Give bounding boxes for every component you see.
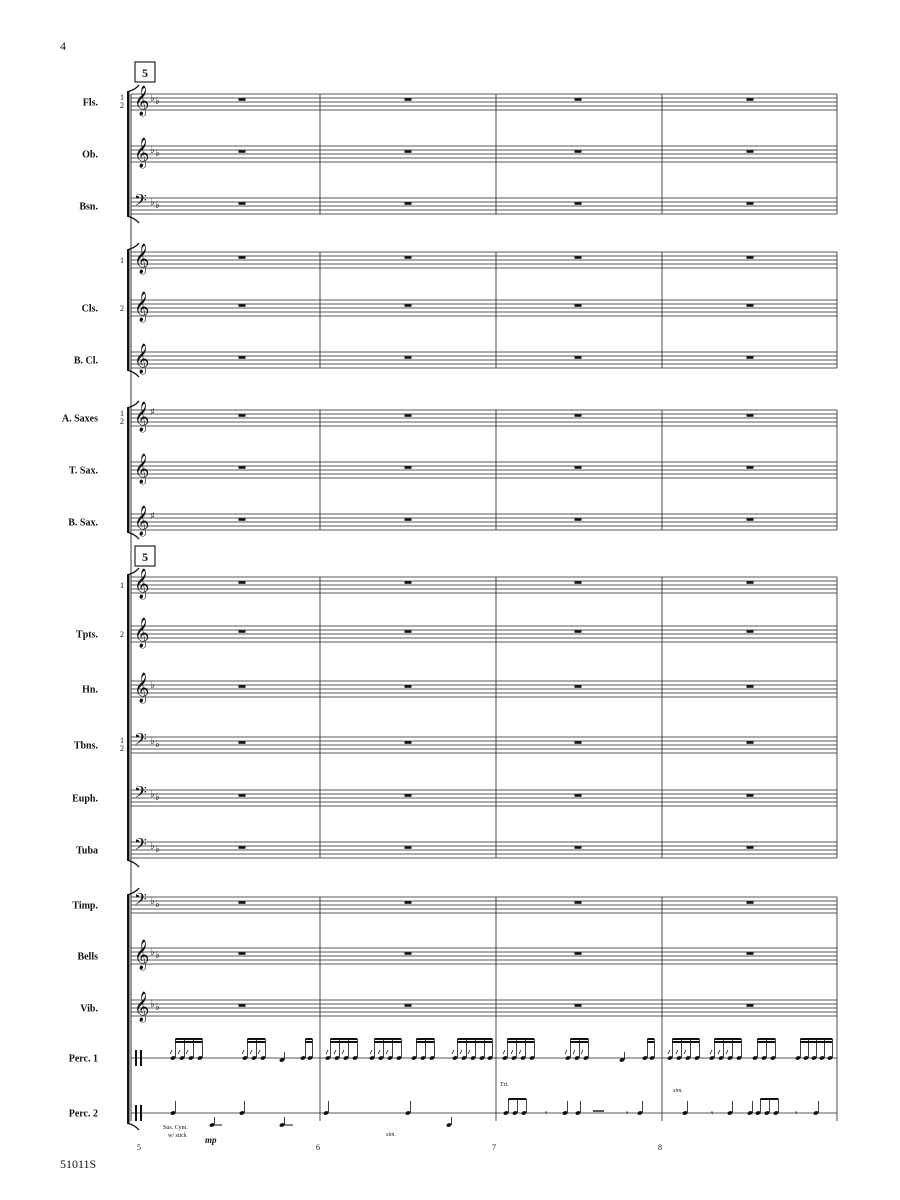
whole-rest-icon xyxy=(239,630,246,633)
part-number: 1 xyxy=(120,409,124,418)
staff xyxy=(76,617,837,649)
staff xyxy=(80,991,837,1023)
whole-rest-icon xyxy=(747,846,754,849)
grace-slash xyxy=(170,1050,172,1054)
whole-rest-icon xyxy=(575,630,582,633)
whole-rest-icon xyxy=(405,630,412,633)
treble-clef-icon: 𝄞 xyxy=(134,244,150,274)
staff xyxy=(120,568,837,600)
grace-slash xyxy=(186,1050,188,1054)
whole-rest-icon xyxy=(405,304,412,307)
sim-label: sim. xyxy=(673,1088,683,1094)
grace-slash xyxy=(452,1050,454,1054)
dynamic-mp: mp xyxy=(205,1135,217,1145)
staff xyxy=(82,291,837,323)
whole-rest-icon xyxy=(239,356,246,359)
page-number: 4 xyxy=(60,39,66,53)
whole-rest-icon xyxy=(575,202,582,205)
bracket-wing xyxy=(127,1123,139,1130)
flat-icon: ♭ xyxy=(155,148,160,159)
bass-clef-icon: 𝄢 xyxy=(134,190,147,214)
staff xyxy=(62,401,837,433)
whole-rest-icon xyxy=(747,1004,754,1007)
instrument-label: Tuba xyxy=(76,845,98,857)
whole-rest-icon xyxy=(405,685,412,688)
whole-rest-icon xyxy=(575,952,582,955)
grace-slash xyxy=(581,1050,583,1054)
staff xyxy=(72,889,837,913)
whole-rest-icon xyxy=(747,794,754,797)
whole-rest-icon xyxy=(575,256,582,259)
grace-slash xyxy=(511,1050,513,1054)
flat-icon: ♭ xyxy=(150,841,155,852)
grace-slash xyxy=(178,1050,180,1054)
whole-rest-icon xyxy=(405,202,412,205)
whole-rest-icon xyxy=(239,685,246,688)
grace-slash xyxy=(370,1050,372,1054)
whole-rest-icon xyxy=(239,98,246,101)
grace-slash xyxy=(726,1050,728,1054)
eighth-rest-icon: 𝄾 xyxy=(626,1109,629,1119)
whole-rest-icon xyxy=(239,518,246,521)
whole-rest-icon xyxy=(405,356,412,359)
part-number: 1 xyxy=(120,736,124,745)
flat-icon: ♭ xyxy=(155,1002,160,1013)
grace-slash xyxy=(573,1050,575,1054)
whole-rest-icon xyxy=(575,304,582,307)
grace-slash xyxy=(460,1050,462,1054)
whole-rest-icon xyxy=(747,952,754,955)
treble-clef-icon: 𝄞 xyxy=(134,454,150,484)
whole-rest-icon xyxy=(575,414,582,417)
sus-cym-label: Sus. Cym. xyxy=(163,1125,188,1131)
flat-icon: ♭ xyxy=(150,789,155,800)
whole-rest-icon xyxy=(747,356,754,359)
sim-label: sim. xyxy=(386,1132,396,1138)
measure-number: 7 xyxy=(492,1143,496,1152)
whole-rest-icon xyxy=(239,304,246,307)
whole-rest-icon xyxy=(747,256,754,259)
whole-rest-icon xyxy=(575,741,582,744)
whole-rest-icon xyxy=(405,414,412,417)
part-number: 1 xyxy=(120,256,124,265)
whole-rest-icon xyxy=(747,414,754,417)
whole-rest-icon xyxy=(747,901,754,904)
rehearsal-mark-brass xyxy=(135,546,155,566)
treble-clef-icon: 𝄞 xyxy=(134,292,150,322)
flat-icon: ♭ xyxy=(150,947,155,958)
whole-rest-icon xyxy=(575,901,582,904)
flat-icon: ♭ xyxy=(155,792,160,803)
whole-rest-icon xyxy=(239,794,246,797)
staff xyxy=(120,243,837,275)
whole-rest-icon xyxy=(239,1004,246,1007)
whole-rest-icon xyxy=(575,518,582,521)
whole-rest-icon xyxy=(575,1004,582,1007)
whole-rest-icon xyxy=(405,466,412,469)
bass-clef-icon: 𝄢 xyxy=(134,782,147,806)
whole-rest-icon xyxy=(405,256,412,259)
catalog-code: 51011S xyxy=(60,1157,97,1171)
whole-rest-icon xyxy=(239,741,246,744)
whole-rest-icon xyxy=(747,150,754,153)
treble-clef-icon: 𝄞 xyxy=(134,344,150,374)
whole-rest-icon xyxy=(239,581,246,584)
whole-rest-icon xyxy=(239,901,246,904)
staff xyxy=(83,85,837,117)
treble-clef-icon: 𝄞 xyxy=(134,992,150,1022)
instrument-label: Timp. xyxy=(72,900,98,912)
eighth-rest-icon: 𝄾 xyxy=(545,1109,548,1119)
bracket-wing xyxy=(127,216,139,223)
whole-rest-icon xyxy=(575,98,582,101)
grace-slash xyxy=(342,1050,344,1054)
whole-rest-icon xyxy=(405,741,412,744)
eighth-rest-icon: 𝄾 xyxy=(711,1109,714,1119)
measure-number: 5 xyxy=(137,1143,141,1152)
whole-rest-icon xyxy=(405,150,412,153)
flat-icon: ♭ xyxy=(155,950,160,961)
whole-rest-icon xyxy=(747,741,754,744)
flat-icon: ♭ xyxy=(155,899,160,910)
flat-icon: ♭ xyxy=(150,93,155,104)
part-number: 2 xyxy=(120,101,124,110)
system-frame xyxy=(127,85,837,1130)
flat-icon: ♭ xyxy=(150,197,155,208)
triangle-label: Tri. xyxy=(500,1082,509,1088)
whole-rest-icon xyxy=(405,518,412,521)
instrument-label: Hn. xyxy=(82,684,98,696)
flat-icon: ♭ xyxy=(155,96,160,107)
percussion-clef-icon xyxy=(140,1050,142,1066)
sharp-icon: ♯ xyxy=(150,511,155,522)
instrument-label: Vib. xyxy=(80,1003,98,1015)
treble-clef-icon: 𝄞 xyxy=(134,86,150,116)
percussion-clef-icon xyxy=(135,1105,137,1121)
whole-rest-icon xyxy=(575,581,582,584)
staff xyxy=(74,729,837,753)
grace-slash xyxy=(565,1050,567,1054)
group-bracket xyxy=(127,408,130,532)
instrument-label: Euph. xyxy=(72,793,98,805)
staff xyxy=(72,782,837,806)
whole-rest-icon xyxy=(747,518,754,521)
sharp-icon: ♯ xyxy=(150,407,155,418)
group-bracket xyxy=(127,250,130,370)
bass-clef-icon: 𝄢 xyxy=(134,889,147,913)
flat-icon: ♭ xyxy=(150,999,155,1010)
rehearsal-mark-brass-label: 5 xyxy=(142,550,148,564)
treble-clef-icon: 𝄞 xyxy=(134,940,150,970)
grace-slash xyxy=(378,1050,380,1054)
whole-rest-icon xyxy=(239,150,246,153)
whole-rest-icon xyxy=(575,685,582,688)
rehearsal-mark-top xyxy=(135,62,155,82)
treble-clef-icon: 𝄞 xyxy=(134,673,150,703)
measure-number: 6 xyxy=(316,1143,320,1152)
treble-clef-icon: 𝄞 xyxy=(134,618,150,648)
percussion-clef-icon xyxy=(140,1105,142,1121)
flat-icon: ♭ xyxy=(155,739,160,750)
staff xyxy=(68,505,837,537)
group-bracket xyxy=(127,92,130,216)
whole-rest-icon xyxy=(747,202,754,205)
whole-rest-icon xyxy=(405,952,412,955)
instrument-label: Tbns. xyxy=(73,740,98,752)
grace-slash xyxy=(710,1050,712,1054)
flat-icon: ♭ xyxy=(150,896,155,907)
grace-slash xyxy=(250,1050,252,1054)
treble-clef-icon: 𝄞 xyxy=(134,569,150,599)
treble-clef-icon: 𝄞 xyxy=(134,402,150,432)
whole-rest-icon xyxy=(239,952,246,955)
treble-clef-icon: 𝄞 xyxy=(134,138,150,168)
bass-clef-icon: 𝄢 xyxy=(134,729,147,753)
flat-icon: ♭ xyxy=(150,736,155,747)
part-number: 2 xyxy=(120,630,124,639)
staves xyxy=(62,85,837,1121)
staff xyxy=(69,1105,837,1121)
eighth-rest-icon: 𝄾 xyxy=(795,1109,798,1119)
part-number: 2 xyxy=(120,304,124,313)
whole-rest-icon xyxy=(239,202,246,205)
whole-rest-icon xyxy=(239,256,246,259)
grace-slash xyxy=(668,1050,670,1054)
whole-rest-icon xyxy=(747,630,754,633)
whole-rest-icon xyxy=(405,1004,412,1007)
staff xyxy=(82,672,837,704)
whole-rest-icon xyxy=(575,356,582,359)
instrument-label: B. Sax. xyxy=(68,517,98,529)
staff xyxy=(69,453,837,485)
flat-icon: ♭ xyxy=(150,145,155,156)
grace-slash xyxy=(242,1050,244,1054)
whole-rest-icon xyxy=(239,466,246,469)
instrument-label: Perc. 2 xyxy=(68,1108,98,1120)
grace-slash xyxy=(258,1050,260,1054)
grace-slash xyxy=(684,1050,686,1054)
grace-slash xyxy=(519,1050,521,1054)
treble-clef-icon: 𝄞 xyxy=(134,506,150,536)
instrument-label: Bsn. xyxy=(79,201,98,213)
part-number: 2 xyxy=(120,744,124,753)
whole-rest-icon xyxy=(405,581,412,584)
staff xyxy=(77,939,837,971)
flat-icon: ♭ xyxy=(155,200,160,211)
grace-slash xyxy=(503,1050,505,1054)
whole-rest-icon xyxy=(239,846,246,849)
with-stick-label: w/ stick xyxy=(168,1133,187,1139)
staff xyxy=(82,137,837,169)
instrument-label: Tpts. xyxy=(76,629,98,641)
grace-slash xyxy=(326,1050,328,1054)
whole-rest-icon xyxy=(747,466,754,469)
staff xyxy=(79,190,837,214)
instrument-label: Perc. 1 xyxy=(68,1053,98,1065)
percussion-clef-icon xyxy=(135,1050,137,1066)
rehearsal-mark-top-label: 5 xyxy=(142,66,148,80)
whole-rest-icon xyxy=(405,846,412,849)
grace-slash xyxy=(676,1050,678,1054)
whole-rest-icon xyxy=(747,581,754,584)
group-bracket xyxy=(127,575,130,860)
grace-slash xyxy=(468,1050,470,1054)
whole-rest-icon xyxy=(575,846,582,849)
instrument-label: B. Cl. xyxy=(73,355,98,367)
instrument-label: Cls. xyxy=(81,303,98,315)
bracket-wing xyxy=(127,860,139,867)
group-bracket xyxy=(127,895,130,1123)
whole-rest-icon xyxy=(405,794,412,797)
part-number: 1 xyxy=(120,581,124,590)
instrument-label: Fls. xyxy=(82,97,98,109)
grace-slash xyxy=(334,1050,336,1054)
whole-rest-icon xyxy=(747,304,754,307)
whole-rest-icon xyxy=(575,794,582,797)
grace-slash xyxy=(718,1050,720,1054)
instrument-label: T. Sax. xyxy=(69,465,98,477)
flat-icon: ♭ xyxy=(155,844,160,855)
instrument-label: Bells xyxy=(77,951,98,963)
instrument-label: Ob. xyxy=(82,149,98,161)
whole-rest-icon xyxy=(405,901,412,904)
whole-rest-icon xyxy=(575,150,582,153)
flat-icon: ♭ xyxy=(150,680,155,691)
bass-clef-icon: 𝄢 xyxy=(134,834,147,858)
grace-slash xyxy=(386,1050,388,1054)
staff xyxy=(74,343,837,375)
whole-rest-icon xyxy=(575,466,582,469)
measure-number: 8 xyxy=(658,1143,662,1152)
part-number: 1 xyxy=(120,93,124,102)
whole-rest-icon xyxy=(239,414,246,417)
whole-rest-icon xyxy=(747,98,754,101)
instrument-label: A. Saxes xyxy=(61,413,98,425)
part-number: 2 xyxy=(120,417,124,426)
staff xyxy=(76,834,837,858)
whole-rest-icon xyxy=(405,98,412,101)
whole-rest-icon xyxy=(747,685,754,688)
